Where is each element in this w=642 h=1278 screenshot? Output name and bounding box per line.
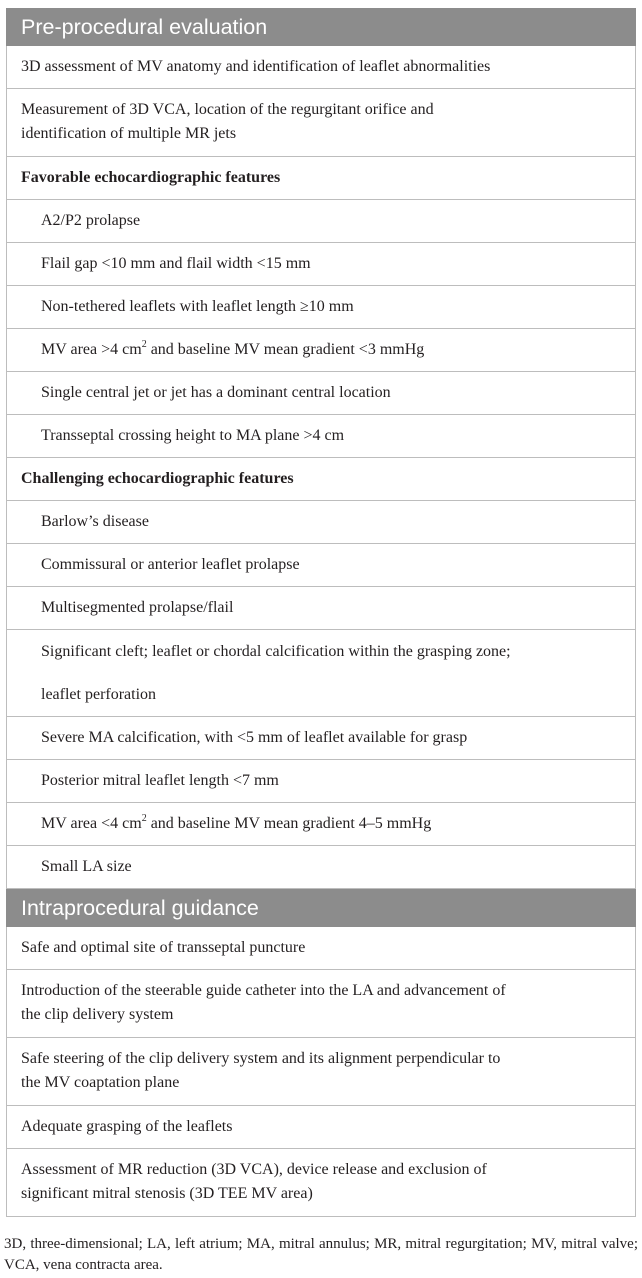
row-text: Assessment of MR reduction (3D VCA), device release and exclusion of xyxy=(21,1161,487,1178)
table-row xyxy=(6,760,636,803)
row-text: Safe and optimal site of transseptal puncture xyxy=(21,939,306,956)
row-text: 3D assessment of MV anatomy and identification of leaflet abnormalities xyxy=(21,58,491,75)
table-row xyxy=(6,501,636,544)
row-text: and baseline MV mean gradient <3 mmHg xyxy=(146,341,425,358)
table-row xyxy=(6,46,636,89)
table-row xyxy=(6,372,636,415)
table-row xyxy=(6,587,636,630)
row-text: Non-tethered leaflets with leaflet length ≥10 mm xyxy=(41,298,354,315)
row-text: Transseptal crossing height to MA plane >4 cm xyxy=(41,427,345,444)
table-row xyxy=(6,89,636,157)
table-footnote: 3D, three-dimensional; LA, left atrium; MA, mitral annulus; MR, mitral regurgitation; MV, mitral valve; VCA, vena contracta area. xyxy=(4,1236,638,1273)
row-text: Safe steering of the clip delivery system and its alignment perpendicular to xyxy=(21,1050,501,1067)
row-text: MV area >4 cm xyxy=(41,341,142,358)
table-row xyxy=(6,717,636,760)
row-text: Multisegmented prolapse/flail xyxy=(41,599,234,616)
row-text: Severe MA calcification, with <5 mm of leaflet available for grasp xyxy=(41,729,468,746)
row-text: Measurement of 3D VCA, location of the regurgitant orifice and xyxy=(21,101,434,118)
row-text: Challenging echocardiographic features xyxy=(21,470,294,487)
row-text: Posterior mitral leaflet length <7 mm xyxy=(41,772,279,789)
section-header: Pre-procedural evaluation xyxy=(6,8,636,46)
table-row xyxy=(6,630,636,717)
evaluation-table xyxy=(6,8,636,1217)
table-row xyxy=(6,329,636,372)
superscript: 2 xyxy=(141,338,147,350)
row-text: significant mitral stenosis (3D TEE MV area) xyxy=(21,1185,313,1202)
table-row xyxy=(6,1149,636,1217)
section-header: Intraprocedural guidance xyxy=(6,889,636,927)
row-text: Introduction of the steerable guide catheter into the LA and advancement of xyxy=(21,982,506,999)
row-text: Flail gap <10 mm and flail width <15 mm xyxy=(41,255,311,272)
table-row xyxy=(6,200,636,243)
row-text: Single central jet or jet has a dominant central location xyxy=(41,384,391,401)
row-text: the clip delivery system xyxy=(21,1006,174,1023)
row-text: Commissural or anterior leaflet prolapse xyxy=(41,556,300,573)
table-row xyxy=(6,970,636,1038)
table-subheading xyxy=(6,157,636,200)
row-text: Significant cleft; leaflet or chordal calcification within the grasping zone; xyxy=(41,643,511,660)
table-row xyxy=(6,1106,636,1149)
row-text: identification of multiple MR jets xyxy=(21,125,237,142)
table-row xyxy=(6,544,636,587)
superscript: 2 xyxy=(141,812,147,824)
row-text: MV area <4 cm xyxy=(41,815,142,832)
table-row xyxy=(6,927,636,970)
row-text: the MV coaptation plane xyxy=(21,1074,180,1091)
table-row xyxy=(6,803,636,846)
row-text: Small LA size xyxy=(41,858,132,875)
row-text: Favorable echocardiographic features xyxy=(21,169,281,186)
row-text: A2/P2 prolapse xyxy=(41,212,141,229)
table-row xyxy=(6,415,636,458)
table-row xyxy=(6,243,636,286)
row-text: and baseline MV mean gradient 4–5 mmHg xyxy=(146,815,432,832)
table-subheading xyxy=(6,458,636,501)
table-row xyxy=(6,1038,636,1106)
table-row xyxy=(6,286,636,329)
row-text: Adequate grasping of the leaflets xyxy=(21,1118,233,1135)
table-row xyxy=(6,846,636,889)
row-text: leaflet perforation xyxy=(41,686,157,703)
row-text: Barlow’s disease xyxy=(41,513,149,530)
